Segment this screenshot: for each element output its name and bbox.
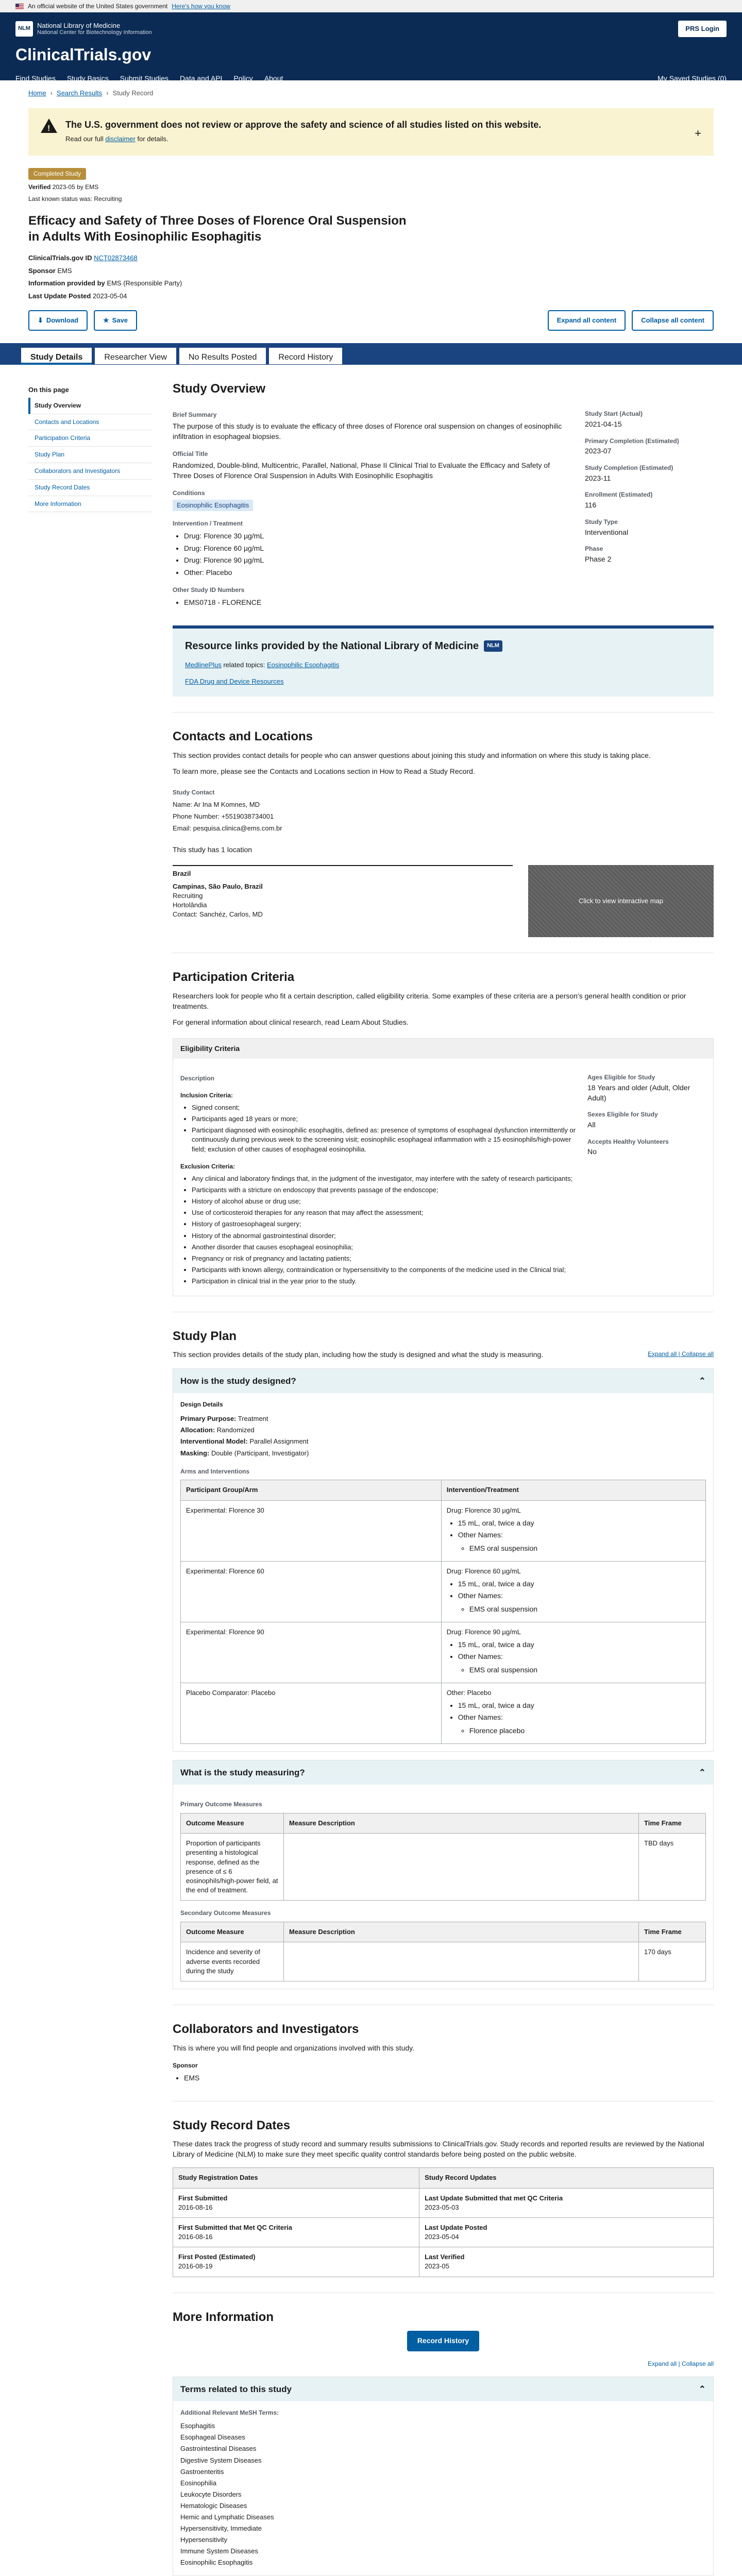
chevron-up-icon[interactable]: ⌃ bbox=[698, 1376, 706, 1386]
disclaimer-link[interactable]: disclaimer bbox=[105, 135, 136, 143]
inclusion-item: • Signed consent; bbox=[192, 1103, 577, 1112]
eligibility-box: Eligibility Criteria Description Inclusion Criteria: • Signed consent; • Participants aged 18 years or more; • Participant diagnosed with eosinophilic esophagitis, defined as: presence of symptoms of esophageal dysfunction intermittently or continuously during previous week to the screening visit; eosinophilic esophageal inflammation with ≥ 15 eosinophils/high-power field; exclusion of other causes of esophageal eosinophilia. Exclusion Criteria: • Any clinical and laboratory findings that, in the judgment of the investigator, may interfere with the safety of research participants; • Participants with a stricture on endoscopy that prevents passage of the endoscope; • History of alcohol abuse or drug use; • Use of corticosteroid therapies for any reason that may affect the assessment; • History of gastroesophageal surgery; • History of the abnormal gastrointestinal disorder; • Another disorder that causes esophageal eosinophilia; • Pregnancy or risk of pregnancy and lactating patients; • Participants with known allergy, contraindication or hypersensitivity to the components of the medicine used in the Clinical trial; • Participation in clinical trial in the year prior to the study. Ages Eligible for Study 18 Years and older (Adult, Older Adult) Sexes Eligible for Study All Accepts Healthy Volunteers No bbox=[173, 1038, 714, 1296]
nav-about[interactable]: About bbox=[264, 74, 283, 82]
alert-title: The U.S. government does not review or approve the safety and science of all studies listed on this website. bbox=[65, 120, 542, 130]
nlm-badge-icon: NLM bbox=[484, 640, 502, 651]
tab-no-results[interactable]: No Results Posted bbox=[179, 347, 267, 365]
bookmark-icon: ★ bbox=[103, 316, 109, 324]
exclusion-item: • Any clinical and laboratory findings that, in the judgment of the investigator, may interfere with the safety of research participants; bbox=[192, 1174, 577, 1183]
table-row: Proportion of participants presenting a histological response, defined as the presence of ≤ 6 eosinophils/high-power field, at the end of treatment. TBD days bbox=[181, 1834, 706, 1901]
official-title: Randomized, Double-blind, Multicentric, Parallel, National, Phase II Clinical Trial to Evaluate the Efficacy and Safety of Three Doses of Florence Oral Suspension in Adults With Eosinophilic Esophagitis bbox=[173, 461, 550, 480]
breadcrumb: Home › Search Results › Study Record bbox=[0, 80, 742, 106]
warning-icon: ! bbox=[41, 118, 57, 133]
interventions-list bbox=[184, 531, 569, 578]
sponsor-row: Sponsor EMS bbox=[28, 266, 72, 275]
contact-card: Study Contact Name: Ar Ina M Komnes, MD Phone Number: +5519038734001 Email: pesquisa.clinica@ems.com.br bbox=[173, 788, 282, 833]
info-row: Information provided by EMS (Responsible Party) bbox=[28, 279, 182, 287]
study-title: Efficacy and Safety of Three Doses of Florence Oral Suspension in Adults With Eosinophilic Esophagitis bbox=[28, 213, 407, 244]
record-history-button[interactable]: Record History bbox=[407, 2331, 479, 2351]
terms-accordion: Terms related to this study ⌃ Additional Relevant MeSH Terms: Esophagitis Esophageal Diseases Gastrointestinal Diseases Digestive System Diseases Gastroenteritis Eosinophilia Leukocyte Disorders Hematologic Diseases Hemic and Lymphatic Diseases Hypersensitivity, Immediate Hypersensitivity Immune System Diseases Eosinophilic Esophagitis bbox=[173, 2377, 714, 2576]
gov-banner bbox=[0, 0, 742, 12]
org-line2: National Center for Biotechnology Information bbox=[37, 29, 152, 36]
design-accordion: How is the study designed? ⌃ Design Details Primary Purpose: Treatment Allocation: Randomized Interventional Model: Parallel Assignment Masking: Double (Participant, Investigator) Arms and Interventions Participant Group/Arm Intervention/Treatment Experimental: Florence 30 Drug: Florence 30 µg/mL • 15 mL, oral, twice a day • Other Names: ◦ EMS oral suspension Experimental: Florence 60 Drug: Florence 60 µg/mL • 15 mL, oral, twice a day • Other Names: ◦ EMS oral suspension Experimental: Florence 90 Drug: Florence 90 µg/mL • 15 mL, oral, twice a day • Other Names: ◦ EMS oral suspension Placebo Comparator: Placebo Other: Placebo • 15 mL, oral, twice a day • Other Names: ◦ Florence placebo bbox=[173, 1368, 714, 1752]
measures-accordion: What is the study measuring? ⌃ Primary Outcome Measures Outcome Measure Measure Description Time Frame Proportion of participants presenting a histological response, defined as the presence of ≤ 6 eosinophils/high-power field, at the end of treatment. TBD days Secondary Outcome Measures Outcome Measure Measure Description Time Frame Incidence and severity of adverse events recorded during the study 170 days bbox=[173, 1760, 714, 1989]
study-plan-section: Study Plan This section provides details of the study plan, including how the study is designed and what the study is measuring. Expand all | Collapse all How is the study designed? ⌃ Design Details Primary Purpose: Treatment Allocation: Randomized Interventional Model: Parallel Assignment Masking: Double (Participant, Investigator) Arms and Interventions Participant Group/Arm Intervention/Treatment Experimental: Florence 30 Drug: Florence 30 µg/mL • 15 mL, oral, twice a day • Other Names: ◦ EMS oral suspension Experimental: Florence 60 Drug: Florence 60 µg/mL • 15 mL, oral, twice a day • Other Names: ◦ EMS oral suspension Experimental: Florence 90 Drug: Florence 90 µg/mL • 15 mL, oral, twice a day • Other Names: ◦ EMS oral suspension Placebo Comparator: Placebo Other: Placebo • 15 mL, oral, twice a day • Other Names: ◦ Florence placebo What is the study measuring? ⌃ Primary Outcome Measures Outcome Measure Measure Description Time Frame Proportion of participants presenting a histological response, defined as the presence of ≤ 6 eosinophils/high-power field, at the end of treatment. TBD days Secondary Outcome Measures Outcome Measure Measure Description Time Frame Incidence and severity of adverse events recorded during the study 170 days bbox=[173, 1312, 714, 2005]
sidebar-title: On this page bbox=[28, 385, 69, 394]
table-row: Placebo Comparator: Placebo Other: Placebo • 15 mL, oral, twice a day • Other Names: ◦ Florence placebo bbox=[181, 1683, 706, 1743]
overview-heading: Study Overview bbox=[173, 381, 266, 396]
sidebar-item-participation[interactable]: Participation Criteria bbox=[28, 430, 152, 447]
verified-line: Verified 2023-05 by EMS bbox=[28, 183, 99, 191]
exclusion-item: • History of alcohol abuse or drug use; bbox=[192, 1197, 577, 1206]
brief-summary: The purpose of this study is to evaluate the efficacy of three doses of Florence oral suspension on changes of eosinophilic infiltration in esophageal biopsies. bbox=[173, 422, 562, 440]
nlm-resource-links: Resource links provided by the National Library of Medicine NLM MedlinePlus related topics: Eosinophilic Esophagitis FDA Drug and Device Resources bbox=[173, 625, 714, 697]
inclusion-item: • Participants aged 18 years or more; bbox=[192, 1114, 577, 1124]
alert-expand-icon[interactable]: + bbox=[695, 127, 701, 140]
us-flag-icon bbox=[15, 4, 24, 9]
tab-record-history[interactable]: Record History bbox=[268, 347, 343, 365]
main-content bbox=[152, 365, 714, 2576]
gov-banner-link[interactable]: Here's how you know bbox=[172, 2, 230, 10]
page-sidebar bbox=[28, 365, 152, 2576]
contacts-section: Contacts and Locations This section provides contact details for people who can answer questions about joining this study and information on where this study is taking place. To learn more, please see the Contacts and Locations section in How to Read a Study Record. Study Contact Name: Ar Ina M Komnes, MD Phone Number: +5519038734001 Email: pesquisa.clinica@ems.com.br This study has 1 location Brazil Campinas, São Paulo, Brazil Recruiting Hortolândia Contact: Sanchéz, Carlos, MD Click to view interactive map bbox=[173, 713, 714, 953]
study-header bbox=[0, 158, 742, 331]
collapse-all-button[interactable]: Collapse all content bbox=[632, 310, 714, 331]
table-row: First Posted (Estimated) 2016-08-19 Last Verified 2023-05 bbox=[173, 2247, 714, 2277]
condition-tag[interactable]: Eosinophilic Esophagitis bbox=[173, 500, 253, 511]
contacts-learn: To learn more, please see the Contacts and Locations section in How to Read a Study Record. bbox=[173, 767, 475, 776]
fda-link[interactable]: FDA Drug and Device Resources bbox=[185, 677, 284, 685]
nav-data-api[interactable]: Data and API bbox=[179, 74, 223, 82]
exclusion-item: • History of the abnormal gastrointestinal disorder; bbox=[192, 1231, 577, 1241]
study-overview-section: Study Overview Brief Summary The purpose of this study is to evaluate the efficacy of three doses of Florence oral suspension on changes of eosinophilic infiltration in esophageal biopsies. Official Title Randomized, Double-blind, Multicentric, Parallel, National, Phase II Clinical Trial to Evaluate the Efficacy and Safety of Three Doses of Florence Oral Suspension in Adults With Eosinophilic Esophagitis Conditions Eosinophilic Esophagitis Intervention / Treatment • Drug: Florence 30 µg/mL • Drug: Florence 60 µg/mL • Drug: Florence 90 µg/mL • Other: Placebo Other Study ID Numbers • EMS0718 - FLORENCE Study Start (Actual) 2021-04-15 Primary Completion (Estimated) 2023-07 Study Completion (Estimated) 2023-11 Enrollment (Estimated) 116 Study Type Interventional Phase Phase 2 Resource links provided by the National Library of Medicine NLM MedlinePlus related topics: Eosinophilic Esophagitis FDA Drug and Device Resources bbox=[173, 365, 714, 713]
sidebar-item-record-dates[interactable]: Study Record Dates bbox=[28, 480, 152, 496]
topic-link[interactable]: Eosinophilic Esophagitis bbox=[267, 660, 340, 669]
table-row: Experimental: Florence 60 Drug: Florence 60 µg/mL • 15 mL, oral, twice a day • Other Names: ◦ EMS oral suspension bbox=[181, 1561, 706, 1622]
intervention-item: • Other: Placebo bbox=[184, 568, 569, 578]
record-dates-section: Study Record Dates These dates track the progress of study record and summary results submissions to ClinicalTrials.gov. Study records and reported results are reviewed by the National Library of Medicine (NLM) to make sure they meet specific quality control standards before being posted on the public website. Study Registration Dates Study Record Updates First Submitted 2016-08-16 Last Update Submitted that met QC Criteria 2023-05-03 First Submitted that Met QC Criteria 2016-08-16 Last Update Posted 2023-05-04 First Posted (Estimated) 2016-08-19 Last Verified 2023-05 bbox=[173, 2102, 714, 2293]
table-row: Incidence and severity of adverse events recorded during the study 170 days bbox=[181, 1942, 706, 1981]
last-update-row: Last Update Posted 2023-05-04 bbox=[28, 292, 127, 300]
nlm-logo-icon: NLM bbox=[15, 21, 33, 37]
table-row: First Submitted that Met QC Criteria 2016-08-16 Last Update Posted 2023-05-04 bbox=[173, 2217, 714, 2247]
last-known-status: Last known status was: Recruiting bbox=[28, 195, 122, 202]
inclusion-item: • Participant diagnosed with eosinophilic esophagitis, defined as: presence of symptoms of esophageal dysfunction intermittently or continuously during previous week to the screening visit; eosinophilic esophageal inflammation with ≥ 15 eosinophils/high-power field; exclusion of other causes of esophageal eosinophilia. bbox=[192, 1126, 577, 1154]
medlineplus-link[interactable]: MedlinePlus bbox=[185, 660, 222, 669]
record-dates-table: Study Registration Dates Study Record Updates First Submitted 2016-08-16 Last Update Submitted that met QC Criteria 2023-05-03 First Submitted that Met QC Criteria 2016-08-16 Last Update Posted 2023-05-04 First Posted (Estimated) 2016-08-19 Last Verified 2023-05 bbox=[173, 2167, 714, 2277]
site-header bbox=[0, 12, 742, 80]
site-title[interactable]: ClinicalTrials.gov bbox=[15, 45, 151, 64]
table-row: Experimental: Florence 30 Drug: Florence 30 µg/mL • 15 mL, oral, twice a day • Other Names: ◦ EMS oral suspension bbox=[181, 1500, 706, 1561]
other-id: • EMS0718 - FLORENCE bbox=[184, 598, 569, 608]
exclusion-item: • Participation in clinical trial in the year prior to the study. bbox=[192, 1277, 577, 1286]
record-tabs bbox=[0, 343, 742, 365]
nav-find-studies[interactable]: Find Studies bbox=[15, 74, 56, 82]
breadcrumb-search-results[interactable]: Search Results bbox=[57, 89, 103, 97]
nct-id-row: ClinicalTrials.gov ID NCT02873468 bbox=[28, 253, 138, 262]
secondary-outcome-table: Outcome Measure Measure Description Time Frame Incidence and severity of adverse events recorded during the study 170 days bbox=[180, 1922, 706, 1981]
download-icon: ⬇ bbox=[38, 316, 43, 324]
status-badge: Completed Study bbox=[28, 168, 86, 180]
exclusion-item: • Another disorder that causes esophageal eosinophilia; bbox=[192, 1243, 577, 1252]
intervention-item: • Drug: Florence 90 µg/mL bbox=[184, 555, 569, 566]
nav-study-basics[interactable]: Study Basics bbox=[66, 74, 109, 82]
nav-policy[interactable]: Policy bbox=[233, 74, 253, 82]
sidebar-item-plan[interactable]: Study Plan bbox=[28, 447, 152, 463]
chevron-up-icon[interactable]: ⌃ bbox=[698, 2384, 706, 2394]
disclaimer-alert bbox=[28, 108, 714, 156]
prs-login-button[interactable]: PRS Login bbox=[678, 21, 727, 37]
collaborators-section: Collaborators and Investigators This is where you will find people and organizations involved with this study. Sponsor • EMS bbox=[173, 2005, 714, 2102]
primary-outcome-table: Outcome Measure Measure Description Time Frame Proportion of participants presenting a histological response, defined as the presence of ≤ 6 eosinophils/high-power field, at the end of treatment. TBD days bbox=[180, 1813, 706, 1901]
tab-study-details[interactable]: Study Details bbox=[21, 347, 92, 365]
sidebar-item-overview[interactable]: Study Overview bbox=[28, 398, 152, 414]
nct-id[interactable]: NCT02873468 bbox=[94, 253, 138, 262]
plan-collapse-all[interactable]: Collapse all bbox=[681, 1350, 714, 1358]
exclusion-item: • Participants with known allergy, contraindication or hypersensitivity to the components of the medicine used in the Clinical trial; bbox=[192, 1265, 577, 1275]
sidebar-item-contacts[interactable]: Contacts and Locations bbox=[28, 414, 152, 431]
chevron-up-icon[interactable]: ⌃ bbox=[698, 1767, 706, 1777]
plan-expand-all[interactable]: Expand all bbox=[648, 1350, 677, 1358]
arms-table: Participant Group/Arm Intervention/Treatment Experimental: Florence 30 Drug: Florence 30 µg/mL • 15 mL, oral, twice a day • Other Names: ◦ EMS oral suspension Experimental: Florence 60 Drug: Florence 60 µg/mL • 15 mL, oral, twice a day • Other Names: ◦ EMS oral suspension Experimental: Florence 90 Drug: Florence 90 µg/mL • 15 mL, oral, twice a day • Other Names: ◦ EMS oral suspension Placebo Comparator: Placebo Other: Placebo • 15 mL, oral, twice a day • Other Names: ◦ Florence placebo bbox=[180, 1480, 706, 1743]
participation-section: Participation Criteria Researchers look for people who fit a certain description, called eligibility criteria. Some examples of these criteria are a person's general health condition or prior treatments. For general information about clinical research, read Learn About Studies. Eligibility Criteria Description Inclusion Criteria: • Signed consent; • Participants aged 18 years or more; • Participant diagnosed with eosinophilic esophagitis, defined as: presence of symptoms of esophageal dysfunction intermittently or continuously during previous week to the screening visit; eosinophilic esophageal inflammation with ≥ 15 eosinophils/high-power field; exclusion of other causes of esophageal eosinophilia. Exclusion Criteria: • Any clinical and laboratory findings that, in the judgment of the investigator, may interfere with the safety of research participants; • Participants with a stricture on endoscopy that prevents passage of the endoscope; • History of alcohol abuse or drug use; • Use of corticosteroid therapies for any reason that may affect the assessment; • History of gastroesophageal surgery; • History of the abnormal gastrointestinal disorder; • Another disorder that causes esophageal eosinophilia; • Pregnancy or risk of pregnancy and lactating patients; • Participants with known allergy, contraindication or hypersensitivity to the components of the medicine used in the Clinical trial; • Participation in clinical trial in the year prior to the study. Ages Eligible for Study 18 Years and older (Adult, Older Adult) Sexes Eligible for Study All Accepts Healthy Volunteers No bbox=[173, 953, 714, 1312]
table-row: First Submitted 2016-08-16 Last Update Submitted that met QC Criteria 2023-05-03 bbox=[173, 2188, 714, 2217]
sidebar-item-collaborators[interactable]: Collaborators and Investigators bbox=[28, 463, 152, 480]
locations-list: Brazil Campinas, São Paulo, Brazil Recruiting Hortolândia Contact: Sanchéz, Carlos, MD bbox=[173, 865, 513, 937]
intervention-item: • Drug: Florence 60 µg/mL bbox=[184, 544, 569, 554]
breadcrumb-current: Study Record bbox=[112, 89, 154, 97]
intervention-item: • Drug: Florence 30 µg/mL bbox=[184, 531, 569, 541]
gov-banner-text: An official website of the United States government bbox=[28, 2, 168, 10]
nav-submit-studies[interactable]: Submit Studies bbox=[120, 74, 168, 82]
exclusion-item: • Use of corticosteroid therapies for any reason that may affect the assessment; bbox=[192, 1208, 577, 1217]
more-expand-all[interactable]: Expand all bbox=[648, 2360, 677, 2367]
more-collapse-all[interactable]: Collapse all bbox=[681, 2360, 714, 2367]
location-map[interactable]: Click to view interactive map bbox=[528, 865, 714, 937]
breadcrumb-home[interactable]: Home bbox=[28, 89, 46, 97]
exclusion-item: • Pregnancy or risk of pregnancy and lactating patients; bbox=[192, 1254, 577, 1263]
table-row: Experimental: Florence 90 Drug: Florence 90 µg/mL • 15 mL, oral, twice a day • Other Names: ◦ EMS oral suspension bbox=[181, 1622, 706, 1683]
expand-all-button[interactable]: Expand all content bbox=[548, 310, 626, 331]
tab-researcher-view[interactable]: Researcher View bbox=[94, 347, 177, 365]
nlm-logo[interactable] bbox=[15, 21, 152, 37]
save-button[interactable]: ★ Save bbox=[94, 310, 137, 331]
sidebar-item-more-info[interactable]: More Information bbox=[28, 496, 152, 513]
download-button[interactable]: ⬇ Download bbox=[28, 310, 88, 331]
saved-studies-link[interactable]: My Saved Studies (0) bbox=[657, 74, 727, 82]
exclusion-item: • Participants with a stricture on endoscopy that prevents passage of the endoscope; bbox=[192, 1185, 577, 1195]
org-line1: National Library of Medicine bbox=[37, 21, 121, 29]
alert-body: Read our full disclaimer for details. bbox=[65, 135, 168, 143]
exclusion-item: • History of gastroesophageal surgery; bbox=[192, 1219, 577, 1229]
more-info-section: More Information Record History Expand all | Collapse all Terms related to this study ⌃ Additional Relevant MeSH Terms: Esophagitis Esophageal Diseases Gastrointestinal Diseases Digestive System Diseases Gastroenteritis Eosinophilia Leukocyte Disorders Hematologic Diseases Hemic and Lymphatic Diseases Hypersensitivity, Immediate Hypersensitivity Immune System Diseases Eosinophilic Esophagitis bbox=[173, 2293, 714, 2576]
overview-dates-panel: Study Start (Actual) 2021-04-15 Primary Completion (Estimated) 2023-07 Study Completion (Estimated) 2023-11 Enrollment (Estimated) 116 Study Type Interventional Phase Phase 2 bbox=[585, 410, 679, 564]
